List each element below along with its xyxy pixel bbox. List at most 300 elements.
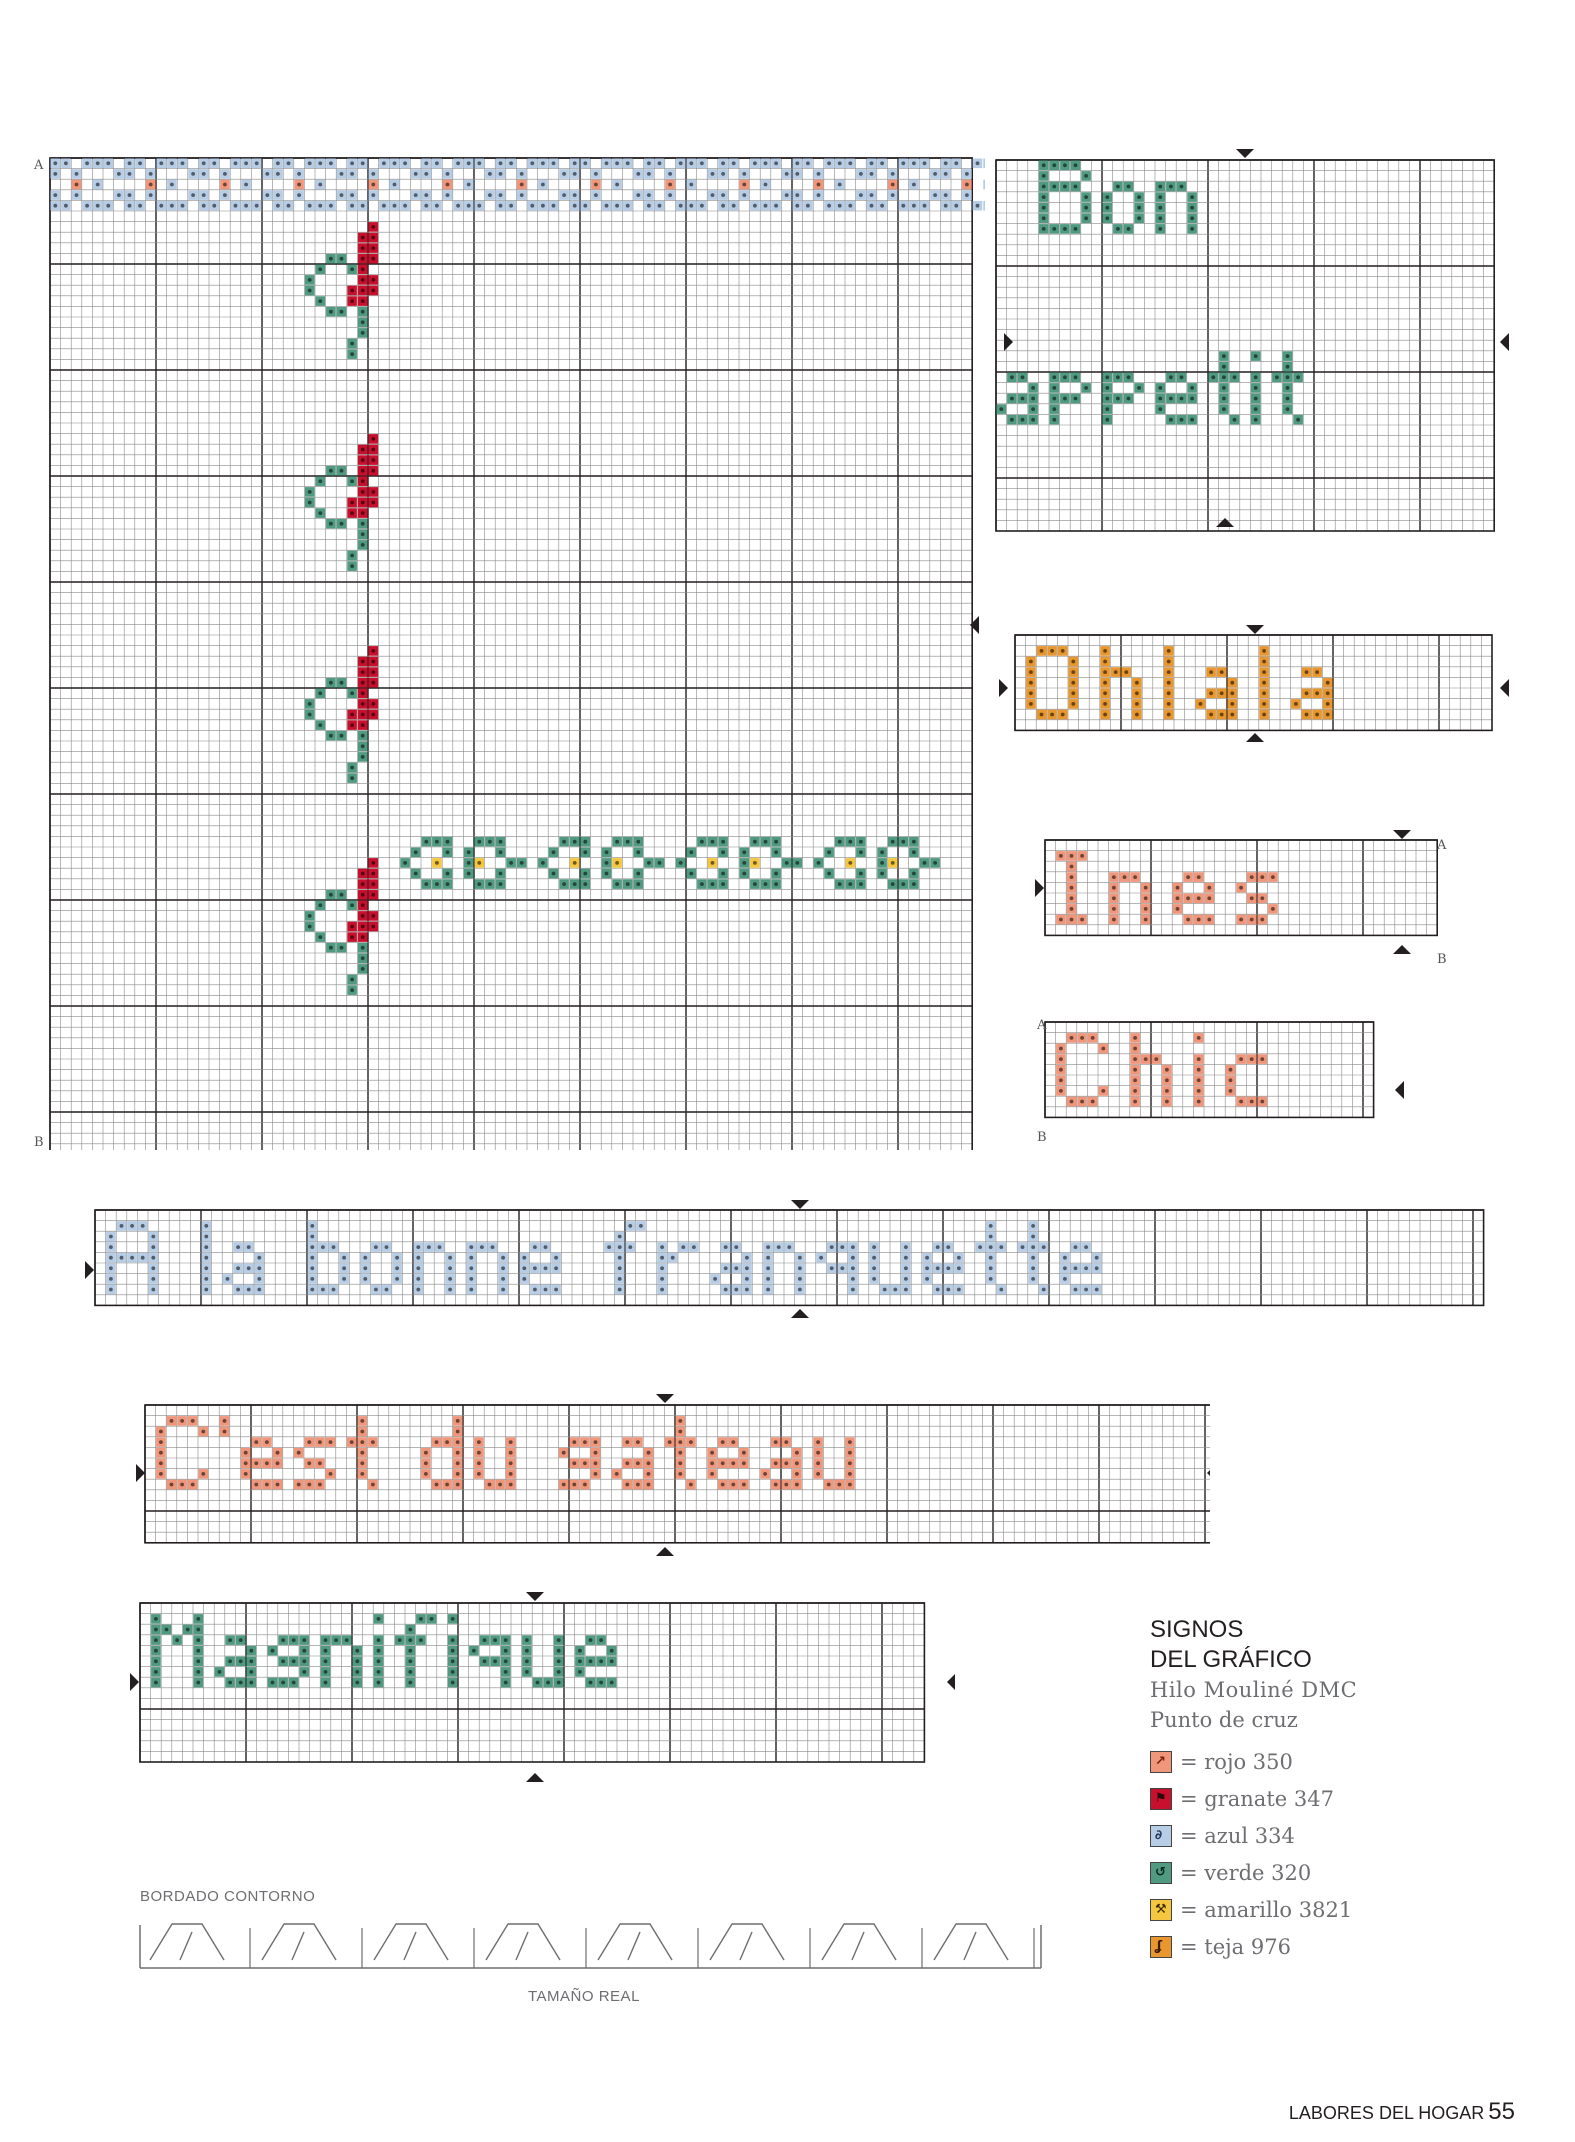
a-la-bonne-franquette-chart (75, 1195, 1515, 1345)
stitch-symbol (170, 204, 174, 208)
stitch-symbol (236, 1288, 240, 1292)
stitch-symbol (636, 1461, 640, 1465)
legend-item (1150, 1928, 1470, 1965)
stitch-symbol (446, 872, 450, 876)
stitch-symbol (1112, 918, 1116, 922)
center-marker-icon (1246, 733, 1264, 742)
stitch-symbol (946, 1288, 950, 1292)
stitch-symbol (1209, 691, 1213, 695)
stitch-symbol (647, 161, 651, 165)
stitch-symbol (408, 1649, 412, 1653)
stitch-symbol (456, 1472, 460, 1476)
stitch-symbol (742, 1461, 746, 1465)
chart-grid (1015, 635, 1492, 730)
stitch-symbol (254, 1483, 258, 1487)
ines-label-a: A (1437, 838, 1447, 853)
stitch-symbol (610, 1649, 614, 1653)
stitch-symbol (483, 1659, 487, 1663)
stitch-symbol (827, 1483, 831, 1487)
stitch-symbol (1124, 670, 1128, 674)
stitch-symbol (414, 850, 418, 854)
stitch-symbol (731, 1440, 735, 1444)
stitch-symbol (371, 1440, 375, 1444)
stitch-symbol (578, 1649, 582, 1653)
stitch-symbol (310, 1266, 314, 1270)
stitch-symbol (530, 161, 534, 165)
stitch-symbol (371, 246, 375, 250)
stitch-symbol (679, 204, 683, 208)
stitch-symbol (488, 193, 492, 197)
stitch-symbol (377, 1659, 381, 1663)
stitch-symbol (324, 1638, 328, 1642)
stitch-symbol (610, 1681, 614, 1685)
stitch-symbol (636, 1483, 640, 1487)
stitch-symbol (318, 1461, 322, 1465)
stitch-symbol (572, 1461, 576, 1465)
stitch-symbol (784, 1461, 788, 1465)
stitch-symbol (1180, 397, 1184, 401)
stitch-symbol (159, 1472, 163, 1476)
stitch-symbol (371, 183, 375, 187)
stitch-symbol (350, 289, 354, 293)
stitch-symbol (615, 161, 619, 165)
stitch-symbol (154, 1638, 158, 1642)
stitch-symbol (340, 193, 344, 197)
stitch-symbol (196, 1628, 200, 1632)
stitch-symbol (334, 1638, 338, 1642)
stitch-symbol (329, 681, 333, 685)
stitch-symbol (636, 1440, 640, 1444)
stitch-symbol (377, 1617, 381, 1621)
stitch-symbol (859, 172, 863, 176)
stitch-symbol (721, 1483, 725, 1487)
stitch-symbol (128, 204, 132, 208)
stitch-symbol (1070, 854, 1074, 858)
stitch-symbol (254, 1461, 258, 1465)
stitch-symbol (628, 1224, 632, 1228)
stitch-symbol (817, 172, 821, 176)
stitch-symbol (901, 161, 905, 165)
stitch-symbol (228, 1681, 232, 1685)
stitch-symbol (1127, 185, 1131, 189)
stitch-symbol (944, 161, 948, 165)
stitch-symbol (212, 161, 216, 165)
stitch-symbol (583, 1461, 587, 1465)
stitch-symbol (371, 490, 375, 494)
stitch-symbol (361, 511, 365, 515)
stitch-symbol (1176, 907, 1180, 911)
stitch-symbol (308, 278, 312, 282)
stitch-symbol (360, 1472, 364, 1476)
center-marker-icon (1236, 149, 1254, 158)
stitch-symbol (302, 1659, 306, 1663)
stitch-symbol (1305, 713, 1309, 717)
center-marker-icon (999, 679, 1008, 697)
stitch-symbol (1052, 418, 1056, 422)
stitch-symbol (1207, 896, 1211, 900)
stitch-symbol (377, 1670, 381, 1674)
stitch-symbol (109, 1245, 113, 1249)
stitch-symbol (424, 1451, 428, 1455)
stitch-symbol (385, 1245, 389, 1249)
stitch-symbol (954, 161, 958, 165)
stitch-symbol (1230, 713, 1234, 717)
stitch-symbol (541, 861, 545, 865)
chart-grid (996, 160, 1494, 531)
stitch-symbol (239, 1638, 243, 1642)
center-marker-icon (791, 1309, 809, 1318)
stitch-symbol (954, 204, 958, 208)
swirl-symbol: ↺ (1150, 1862, 1172, 1884)
stitch-symbol (408, 1638, 412, 1642)
stitch-symbol (1315, 691, 1319, 695)
page-number: 55 (1488, 2098, 1515, 2125)
stitch-symbol (1260, 875, 1264, 879)
stitch-symbol (599, 1681, 603, 1685)
stitch-symbol (1169, 185, 1173, 189)
stitch-symbol (520, 172, 524, 176)
stitch-symbol (435, 204, 439, 208)
stitch-symbol (416, 1256, 420, 1260)
stitch-symbol (1135, 702, 1139, 706)
stitch-symbol (573, 172, 577, 176)
stitch-symbol (106, 204, 110, 208)
stitch-symbol (923, 161, 927, 165)
stitch-symbol (784, 1483, 788, 1487)
stitch-symbol (1071, 702, 1075, 706)
stitch-symbol (424, 1461, 428, 1465)
stitch-symbol (276, 193, 280, 197)
stitch-symbol (361, 744, 365, 748)
stitch-symbol (1222, 407, 1226, 411)
stitch-symbol (361, 310, 365, 314)
stitch-symbol (583, 872, 587, 876)
stitch-symbol (713, 1277, 717, 1281)
stitch-symbol (520, 193, 524, 197)
stitch-symbol (766, 1288, 770, 1292)
stitch-symbol (1063, 185, 1067, 189)
stitch-symbol (817, 183, 821, 187)
stitch-symbol (1071, 681, 1075, 685)
stitch-symbol (1250, 1100, 1254, 1104)
stitch-symbol (1158, 185, 1162, 189)
outline-stitch (852, 1932, 864, 1960)
stitch-symbol (816, 1451, 820, 1455)
stitch-symbol (371, 713, 375, 717)
stitch-symbol (848, 1483, 852, 1487)
stitch-symbol (795, 1451, 799, 1455)
stitch-symbol (361, 670, 365, 674)
center-marker-icon (526, 1592, 544, 1601)
stitch-symbol (562, 1451, 566, 1455)
stitch-symbol (477, 161, 481, 165)
stitch-symbol (151, 1288, 155, 1292)
stitch-symbol (469, 1266, 473, 1270)
stitch-symbol (625, 1440, 629, 1444)
stitch-symbol (509, 204, 513, 208)
stitch-symbol (435, 840, 439, 844)
stitch-symbol (371, 257, 375, 261)
stitch-symbol (1010, 397, 1014, 401)
stitch-symbol (1169, 397, 1173, 401)
stitch-symbol (859, 882, 863, 886)
stitch-symbol (1063, 1277, 1067, 1281)
stitch-symbol (1059, 1089, 1063, 1093)
stitch-symbol (610, 1659, 614, 1663)
stitch-symbol (859, 840, 863, 844)
outline-stitch-diagram (138, 1920, 1043, 1980)
stitch-symbol (424, 1472, 428, 1476)
stitch-symbol (75, 193, 79, 197)
stitch-symbol (763, 1472, 767, 1476)
stitch-symbol (1123, 875, 1127, 879)
stitch-symbol (626, 840, 630, 844)
stitch-symbol (385, 1288, 389, 1292)
stitch-symbol (838, 882, 842, 886)
stitch-symbol (742, 172, 746, 176)
stitch-symbol (583, 1440, 587, 1444)
stitch-symbol (85, 161, 89, 165)
stitch-symbol (154, 1681, 158, 1685)
stitch-symbol (424, 161, 428, 165)
stitch-symbol (946, 1245, 950, 1249)
center-marker-icon (1246, 625, 1264, 634)
legend-title-2: DEL GRÁFICO (1150, 1646, 1312, 1673)
stitch-symbol (1250, 875, 1254, 879)
stitch-symbol (350, 299, 354, 303)
stitch-symbol (618, 1266, 622, 1270)
stitch-symbol (467, 161, 471, 165)
stitch-symbol (477, 1472, 481, 1476)
stitch-symbol (340, 946, 344, 950)
stitch-symbol (498, 1483, 502, 1487)
stitch-symbol (371, 872, 375, 876)
stitch-symbol (1229, 1068, 1233, 1072)
stitch-symbol (424, 172, 428, 176)
stitch-symbol (361, 956, 365, 960)
stitch-symbol (297, 1483, 301, 1487)
stitch-symbol (557, 1638, 561, 1642)
stitch-symbol (522, 1256, 526, 1260)
stitch-symbol (774, 872, 778, 876)
stitch-symbol (128, 193, 132, 197)
stitch-symbol (848, 1461, 852, 1465)
legend-stitch: Punto de cruz (1150, 1708, 1298, 1732)
stitch-symbol (451, 1681, 455, 1685)
stitch-symbol (1254, 375, 1258, 379)
stitch-symbol (297, 193, 301, 197)
stitch-symbol (236, 1245, 240, 1249)
stitch-symbol (307, 1440, 311, 1444)
stitch-symbol (544, 1266, 548, 1270)
stitch-symbol (732, 161, 736, 165)
stitch-symbol (837, 1483, 841, 1487)
stitch-symbol (1074, 1245, 1078, 1249)
stitch-symbol (721, 172, 725, 176)
stitch-symbol (308, 289, 312, 293)
stitch-symbol (488, 1483, 492, 1487)
stitch-symbol (817, 861, 821, 865)
stitch-symbol (753, 840, 757, 844)
stitch-symbol (451, 1638, 455, 1642)
stitch-symbol (1209, 713, 1213, 717)
stitch-symbol (467, 204, 471, 208)
stitch-symbol (1230, 681, 1234, 685)
stitch-symbol (753, 882, 757, 886)
stitch-symbol (377, 1649, 381, 1653)
stitch-symbol (851, 1266, 855, 1270)
stitch-symbol (360, 1430, 364, 1434)
stitch-symbol (499, 872, 503, 876)
stitch-symbol (371, 458, 375, 462)
stitch-symbol (446, 850, 450, 854)
stitch-symbol (1254, 386, 1258, 390)
stitch-symbol (310, 1224, 314, 1228)
stitch-symbol (1222, 375, 1226, 379)
stitch-symbol (1029, 691, 1033, 695)
stitch-symbol (204, 1256, 208, 1260)
stitch-symbol (509, 1451, 513, 1455)
stitch-symbol (764, 204, 768, 208)
stitch-symbol (1167, 691, 1171, 695)
stitch-symbol (255, 161, 259, 165)
stitch-symbol (721, 850, 725, 854)
stitch-symbol (978, 1245, 982, 1249)
stitch-symbol (414, 193, 418, 197)
stitch-symbol (350, 776, 354, 780)
stitch-symbol (1042, 227, 1046, 231)
stitch-symbol (880, 161, 884, 165)
stitch-symbol (605, 204, 609, 208)
center-marker-icon (791, 1200, 809, 1209)
stitch-symbol (1133, 1047, 1137, 1051)
outline-stitch (740, 1932, 752, 1960)
stitch-symbol (1010, 375, 1014, 379)
stitch-symbol (1021, 397, 1025, 401)
stitch-symbol (1105, 375, 1109, 379)
stitch-symbol (891, 840, 895, 844)
stitch-symbol (936, 1245, 940, 1249)
stitch-symbol (1271, 875, 1275, 879)
stitch-symbol (469, 1277, 473, 1281)
stitch-symbol (1070, 896, 1074, 900)
stitch-symbol (159, 161, 163, 165)
stitch-symbol (154, 1617, 158, 1621)
stitch-symbol (753, 161, 757, 165)
stitch-symbol (1063, 163, 1067, 167)
stitch-symbol (175, 1638, 179, 1642)
stitch-symbol (1176, 896, 1180, 900)
stitch-symbol (544, 1245, 548, 1249)
stitch-symbol (297, 172, 301, 176)
stitch-symbol (1190, 418, 1194, 422)
stitch-symbol (361, 161, 365, 165)
legend-item-label: = azul 334 (1180, 1823, 1295, 1848)
stitch-symbol (1070, 1036, 1074, 1040)
stitch-symbol (562, 193, 566, 197)
stitch-symbol (562, 172, 566, 176)
stitch-symbol (965, 193, 969, 197)
stitch-symbol (1250, 918, 1254, 922)
stitch-symbol (1239, 1100, 1243, 1104)
stitch-symbol (451, 1617, 455, 1621)
stitch-symbol (1040, 649, 1044, 653)
stitch-symbol (795, 1483, 799, 1487)
stitch-symbol (151, 1277, 155, 1281)
stitch-symbol (371, 893, 375, 897)
stitch-symbol (308, 161, 312, 165)
stitch-symbol (202, 204, 206, 208)
stitch-symbol (711, 172, 715, 176)
stitch-symbol (234, 161, 238, 165)
stitch-symbol (509, 161, 513, 165)
stitch-symbol (1220, 691, 1224, 695)
stitch-symbol (403, 161, 407, 165)
stitch-symbol (1133, 1068, 1137, 1072)
stitch-symbol (1074, 1288, 1078, 1292)
stitch-symbol (689, 872, 693, 876)
stitch-symbol (302, 1670, 306, 1674)
stitch-symbol (196, 1649, 200, 1653)
stitch-symbol (530, 204, 534, 208)
stitch-symbol (615, 882, 619, 886)
center-marker-icon (970, 616, 979, 634)
stitch-symbol (201, 1472, 205, 1476)
stitch-symbol (1063, 1256, 1067, 1260)
stitch-symbol (838, 204, 842, 208)
stitch-symbol (361, 967, 365, 971)
stitch-symbol (1197, 875, 1201, 879)
stitch-symbol (281, 1659, 285, 1663)
stitch-symbol (1084, 174, 1088, 178)
stitch-symbol (840, 1245, 844, 1249)
stitch-symbol (448, 1277, 452, 1281)
stitch-symbol (1116, 227, 1120, 231)
stitch-symbol (798, 1288, 802, 1292)
stitch-symbol (1229, 1089, 1233, 1093)
stitch-symbol (361, 501, 365, 505)
stitch-symbol (1084, 206, 1088, 210)
stitch-symbol (276, 1461, 280, 1465)
stitch-symbol (1021, 418, 1025, 422)
stitch-symbol (541, 204, 545, 208)
stitch-symbol (324, 1670, 328, 1674)
stitch-symbol (1158, 216, 1162, 220)
stitch-symbol (307, 1483, 311, 1487)
stitch-symbol (1167, 670, 1171, 674)
stitch-symbol (1239, 918, 1243, 922)
stitch-symbol (1105, 195, 1109, 199)
stitch-symbol (1074, 227, 1078, 231)
stitch-symbol (1167, 702, 1171, 706)
stitch-symbol (901, 882, 905, 886)
chic-chart (1040, 1010, 1410, 1170)
stitch-symbol (618, 1245, 622, 1249)
stitch-symbol (636, 850, 640, 854)
stitch-symbol (660, 1288, 664, 1292)
stitch-symbol (933, 172, 937, 176)
stitch-symbol (249, 1659, 253, 1663)
stitch-symbol (678, 1461, 682, 1465)
stitch-symbol (1167, 660, 1171, 664)
stitch-symbol (605, 861, 609, 865)
stitch-symbol (395, 1277, 399, 1281)
stitch-symbol (329, 1472, 333, 1476)
stitch-symbol (636, 172, 640, 176)
stitch-symbol (218, 1670, 222, 1674)
stitch-symbol (1101, 1047, 1105, 1051)
oh-la-la-chart (990, 610, 1510, 780)
